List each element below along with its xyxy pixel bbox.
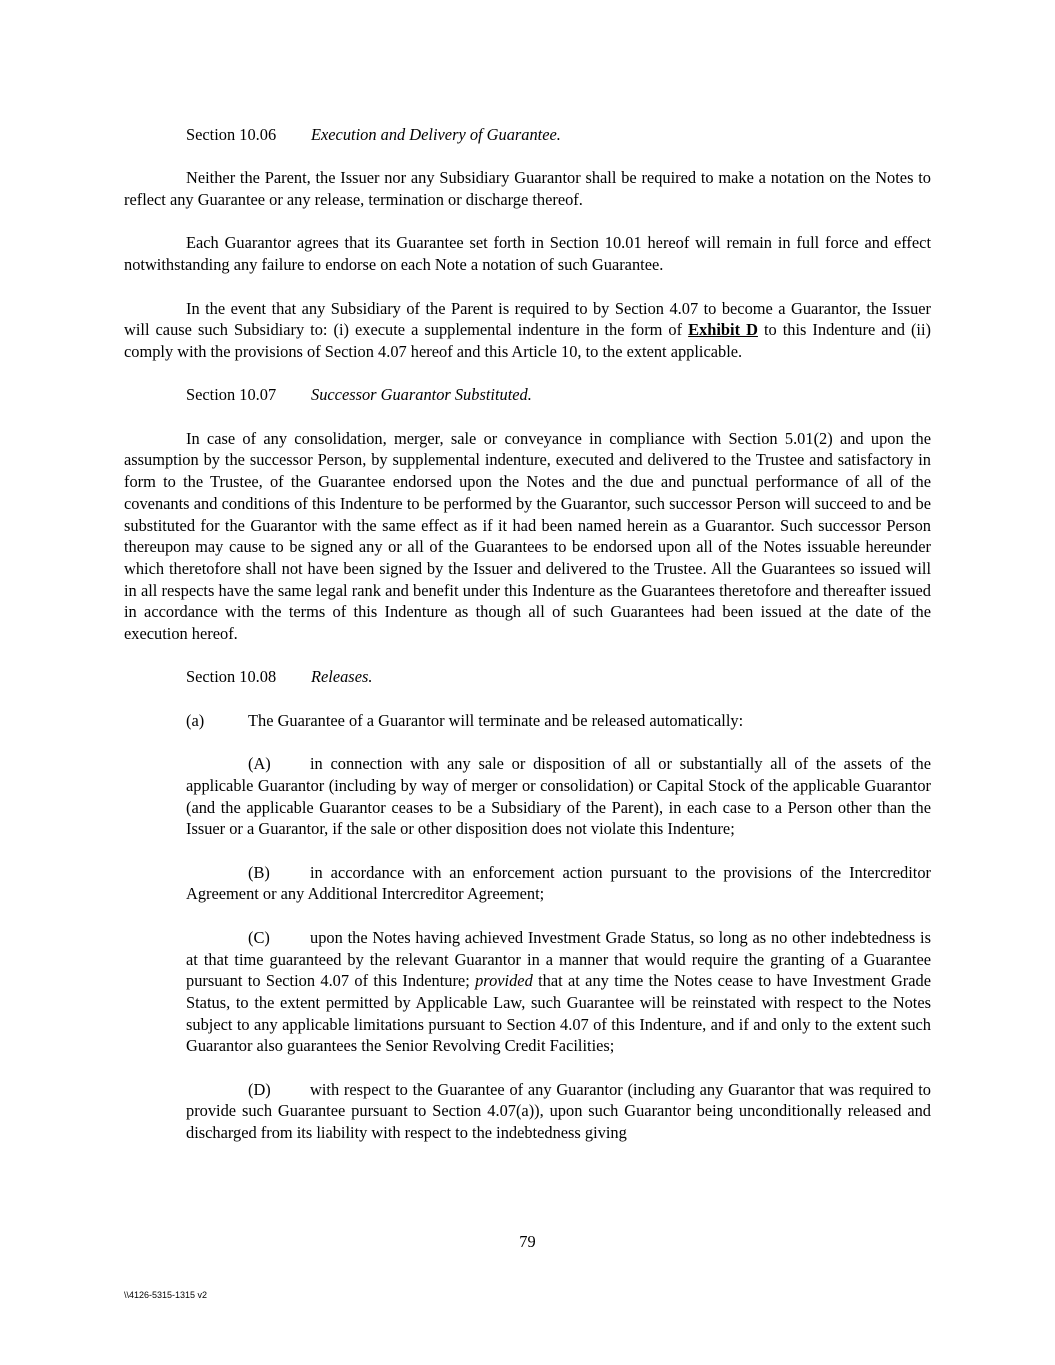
- exhibit-reference: Exhibit D: [688, 320, 758, 340]
- page-number: 79: [519, 1232, 536, 1251]
- subclause-label: (A): [248, 754, 271, 774]
- paragraph: Neither the Parent, the Issuer nor any Subsidiary Guarantor shall be required to make a notation on the Notes to reflect any Guarantee or any release, termination or discharge thereof.: [124, 168, 931, 210]
- subclause-label: (D): [248, 1079, 271, 1099]
- subclause-D: [186, 1079, 931, 1144]
- section-title: Successor Guarantor Substituted.: [311, 385, 532, 405]
- subclause-B: [186, 862, 931, 905]
- paragraph: Each Guarantor agrees that its Guarantee set forth in Section 10.01 hereof will remain in full force and effect notwithstanding any failure to endorse on each Note a notation of such Guarantee.: [124, 233, 931, 275]
- document-id: \\4126-5315-1315 v2: [124, 1290, 208, 1300]
- clause-text: The Guarantee of a Guarantor will terminate and be released automatically:: [248, 710, 744, 730]
- subclause-label: (C): [248, 927, 270, 947]
- paragraph: [124, 298, 931, 363]
- subclause-C: [186, 927, 931, 1057]
- document-page: [124, 124, 931, 1166]
- subclause-text: that at any time the Notes cease to have Investment Grade Status, to the extent permitted by Applicable Law, such Guarantee will be reinstated with respect to the Notes subject to any applicable limitations pursuant to Section 4.07 of this Indenture, and if and only to the extent such Guarantor also guarantees the Senior Revolving Credit Facilities;: [186, 971, 931, 1056]
- paragraph-text: In the event that any Subsidiary of the Parent is required to by Section 4.07 to become a Guarantor, the Issuer will cause such Subsidiary to: (i) execute a supplemental indenture in the form of: [124, 298, 931, 340]
- section-number: Section 10.06: [186, 125, 277, 144]
- subclause-text: in connection with any sale or disposition of all or substantially all of the assets of the applicable Guarantor (including by way of merger or consolidation) or Capital Stock of the applicable Guarantor (and the applicable Guarantor ceases to be a Subsidiary of the Parent), in each case to a Person other than the Issuer or a Guarantor, if the sale or other disposition does not violate this Indenture;: [186, 754, 931, 839]
- paragraph-text: to this Indenture and (ii) comply with the provisions of Section 4.07 hereof and this Article 10, to the extent applicable.: [124, 320, 931, 361]
- subclause-label: (B): [248, 862, 270, 882]
- section-10-08-heading: [124, 666, 931, 688]
- clause-a: [124, 710, 931, 732]
- section-10-06-heading: [124, 124, 931, 146]
- subclause-text: in accordance with an enforcement action pursuant to the provisions of the Intercreditor Agreement or any Additional Intercreditor Agreement;: [186, 862, 931, 904]
- section-title: Execution and Delivery of Guarantee.: [311, 125, 561, 144]
- paragraph: In case of any consolidation, merger, sale or conveyance in compliance with Section 5.01(2) and upon the assumption by the successor Person, by supplemental indenture, executed and delivered to the Trustee and satisfactory in form to the Trustee, of the Guarantee endorsed upon the Notes and the due and punctual performance of all of the covenants and conditions of this Indenture to be performed by the Guarantor, such successor Person will succeed to and be substituted for the Guarantor with the same effect as if it had been named herein as a Guarantor. Such successor Person thereupon may cause to be signed any or all of the Guarantees to be endorsed upon all of the Notes issuable hereunder which theretofore shall not have been signed by the Issuer and delivered to the Trustee. All the Guarantees so issued will in all respects have the same legal rank and benefit under this Indenture as the Guarantees theretofore and thereafter issued in accordance with the terms of this Indenture as though all of such Guarantees had been issued at the date of the execution hereof.: [124, 428, 931, 644]
- subclause-text: with respect to the Guarantee of any Guarantor (including any Guarantor that was required to provide such Guarantee pursuant to Section 4.07(a)), upon such Guarantor being unconditionally released and discharged from its liability with respect to the indebtedness giving: [186, 1079, 931, 1143]
- section-title: Releases.: [311, 667, 373, 687]
- subclause-A: [186, 753, 931, 840]
- section-10-07-heading: [124, 384, 931, 406]
- clause-label: (a): [186, 710, 205, 730]
- subclause-text: upon the Notes having achieved Investment Grade Status, so long as no other indebtedness is at that time guaranteed by the relevant Guarantor in a manner that would require the granting of a Guarantee pursuant to Section 4.07 of this Indenture;: [186, 927, 931, 991]
- section-number: Section 10.08: [186, 667, 277, 687]
- section-number: Section 10.07: [186, 385, 277, 405]
- emphasis-text: provided: [475, 971, 533, 991]
